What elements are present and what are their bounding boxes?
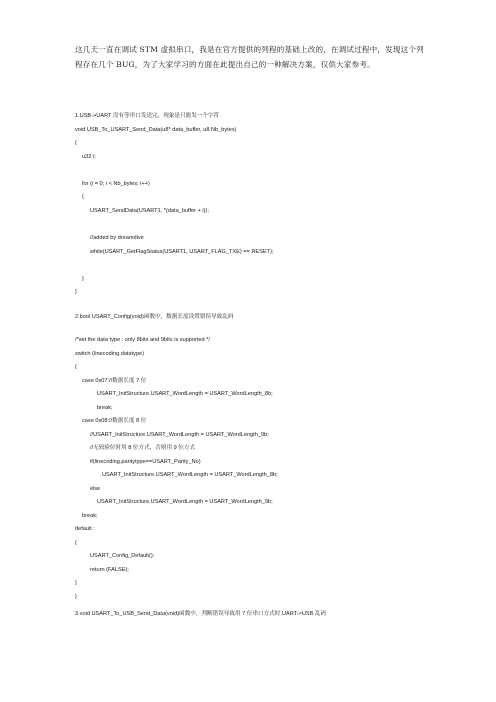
code-line: default : (75, 526, 95, 532)
code-line: break; (82, 513, 98, 519)
code-line: case 0x07://数据长度 7 位 (82, 378, 147, 384)
code-line: { (75, 364, 77, 370)
code-line: } (75, 594, 77, 600)
code-line: else (90, 486, 101, 492)
code-line: switch (linecoding.datatype) (75, 351, 145, 357)
code-line: //added by dreamdive (90, 235, 144, 241)
code-line: USART_Config_Default(); (90, 553, 155, 559)
code-line: } (82, 276, 84, 282)
code-line: USART_InitStructure.USART_WordLength = USART_WordLength_8b; (97, 391, 273, 397)
code-line: } (75, 580, 77, 586)
code-line: } (75, 289, 77, 295)
section-1-heading: 1.USB->UART 没有等串口发送完，现象是只能发一个字符 (75, 113, 220, 119)
code-line: break; (97, 405, 113, 411)
code-line: u32 i; (82, 154, 96, 160)
code-line: while(USART_GetFlagStatus(USART1, USART_FLAG_TXE) == RESET); (90, 249, 274, 255)
code-line: /*set the data type : only 8bits and 9bits is supported */ (75, 337, 210, 343)
code-line: void USB_To_USART_Send_Data(u8* data_buffer, u8 Nb_bytes) (75, 127, 237, 133)
code-line: return (FALSE); (90, 567, 129, 573)
code-line: if(linecoding.paritytype==USART_Parity_No) (90, 459, 201, 465)
code-line: //无较验位时用 8 位方式，否则用 9 位方式 (90, 445, 196, 451)
code-line: { (75, 540, 77, 546)
code-line: USART_InitStructure.USART_WordLength = USART_WordLength_8b; (102, 472, 278, 478)
intro-paragraph: 这几天一直在调试 STM 虚拟串口，我是在官方提供的列程的基础上改的，在调试过程中，发现这个列程存在几个 BUG，为了大家学习的方面在此提出自己的一种解决方案，仅供大家参考。 (75, 45, 424, 69)
code-line: //USART_InitStructure.USART_WordLength = USART_WordLength_9b; (90, 432, 269, 438)
code-line: USART_SendData(USART1, *(data_buffer + i)); (90, 208, 209, 214)
code-line: for (i = 0; i < Nb_bytes; i++) (82, 181, 150, 187)
code-line: { (82, 194, 84, 200)
section-3-heading: 3.void USART_To_USB_Send_Data(void)函数中，判断错误导致用 7 位串口方式时 UART->USB 乱码 (75, 611, 327, 617)
code-line: case 0x08://数据长度 8 位 (82, 418, 147, 424)
code-line: { (75, 140, 77, 146)
section-2-heading: 2.bool USART_Config(void)函数中，数据长度设置错误导致乱码 (75, 314, 234, 320)
code-line: USART_InitStructure.USART_WordLength = USART_WordLength_9b; (97, 499, 273, 505)
